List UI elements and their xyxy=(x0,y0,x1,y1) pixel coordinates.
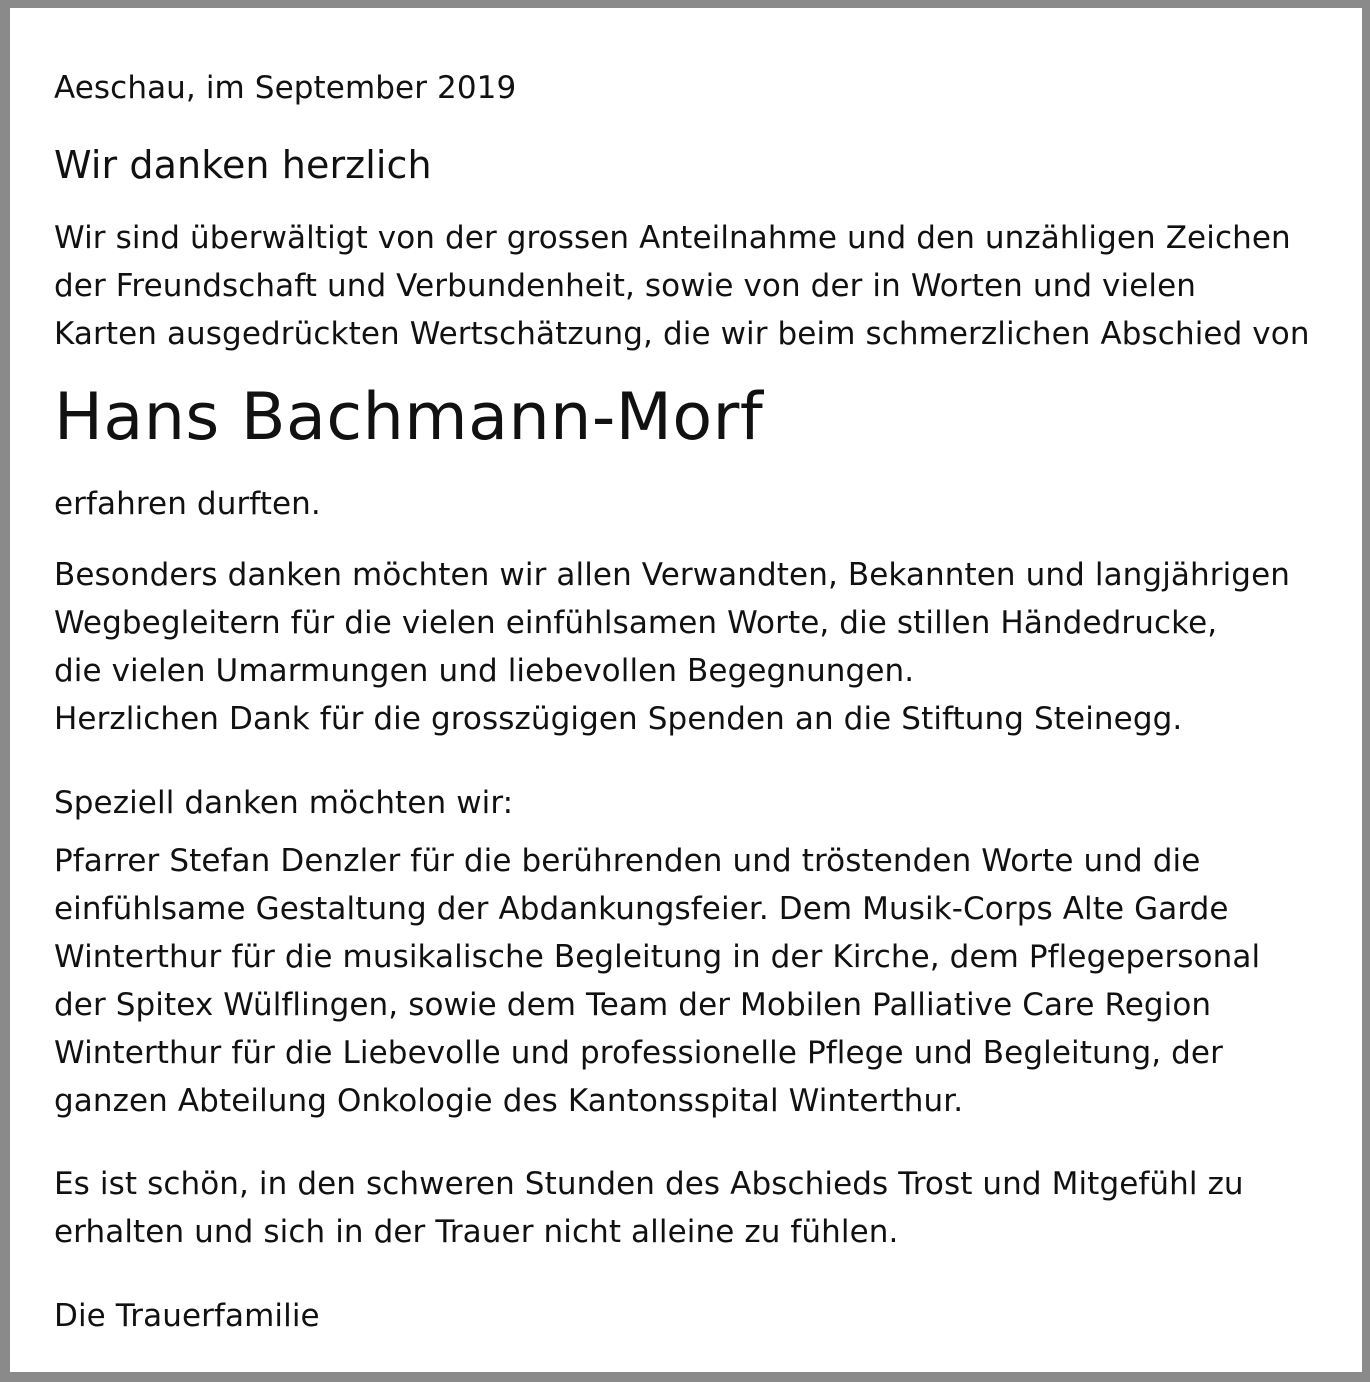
after-name-text: erfahren durften. xyxy=(54,486,321,522)
thanks-line: Herzlichen Dank für die grosszügigen Spenden an die Stiftung Steinegg. xyxy=(54,701,1183,737)
deceased-name: Hans Bachmann-Morf xyxy=(54,380,764,455)
special-heading: Speziell danken möchten wir: xyxy=(54,785,514,821)
intro-line: der Freundschaft und Verbundenheit, sowie von der in Worten und vielen xyxy=(54,268,1197,304)
thanks-line: Wegbegleitern für die vielen einfühlsamen Worte, die stillen Händedrucke, xyxy=(54,605,1218,641)
special-line: Winterthur für die Liebevolle und professionelle Pflege und Begleitung, der xyxy=(54,1035,1223,1071)
intro-line: Wir sind überwältigt von der grossen Anteilnahme und den unzähligen Zeichen xyxy=(54,220,1291,256)
special-line: Winterthur für die musikalische Begleitung in der Kirche, dem Pflegepersonal xyxy=(54,939,1261,975)
place-date: Aeschau, im September 2019 xyxy=(54,70,517,106)
special-line: Pfarrer Stefan Denzler für die berührenden und tröstenden Worte und die xyxy=(54,843,1201,879)
special-line: ganzen Abteilung Onkologie des Kantonsspital Winterthur. xyxy=(54,1083,964,1119)
thanks-line: Besonders danken möchten wir allen Verwandten, Bekannten und langjährigen xyxy=(54,557,1291,593)
signature: Die Trauerfamilie xyxy=(54,1298,320,1334)
special-line: einfühlsame Gestaltung der Abdankungsfeier. Dem Musik-Corps Alte Garde xyxy=(54,891,1229,927)
thanks-line: die vielen Umarmungen und liebevollen Begegnungen. xyxy=(54,653,915,689)
closing-line: erhalten und sich in der Trauer nicht alleine zu fühlen. xyxy=(54,1214,899,1250)
closing-line: Es ist schön, in den schweren Stunden des Abschieds Trost und Mitgefühl zu xyxy=(54,1166,1244,1202)
notice-heading: Wir danken herzlich xyxy=(54,143,432,187)
special-line: der Spitex Wülflingen, sowie dem Team der Mobilen Palliative Care Region xyxy=(54,987,1212,1023)
intro-line: Karten ausgedrückten Wertschätzung, die wir beim schmerzlichen Abschied von xyxy=(54,316,1310,352)
